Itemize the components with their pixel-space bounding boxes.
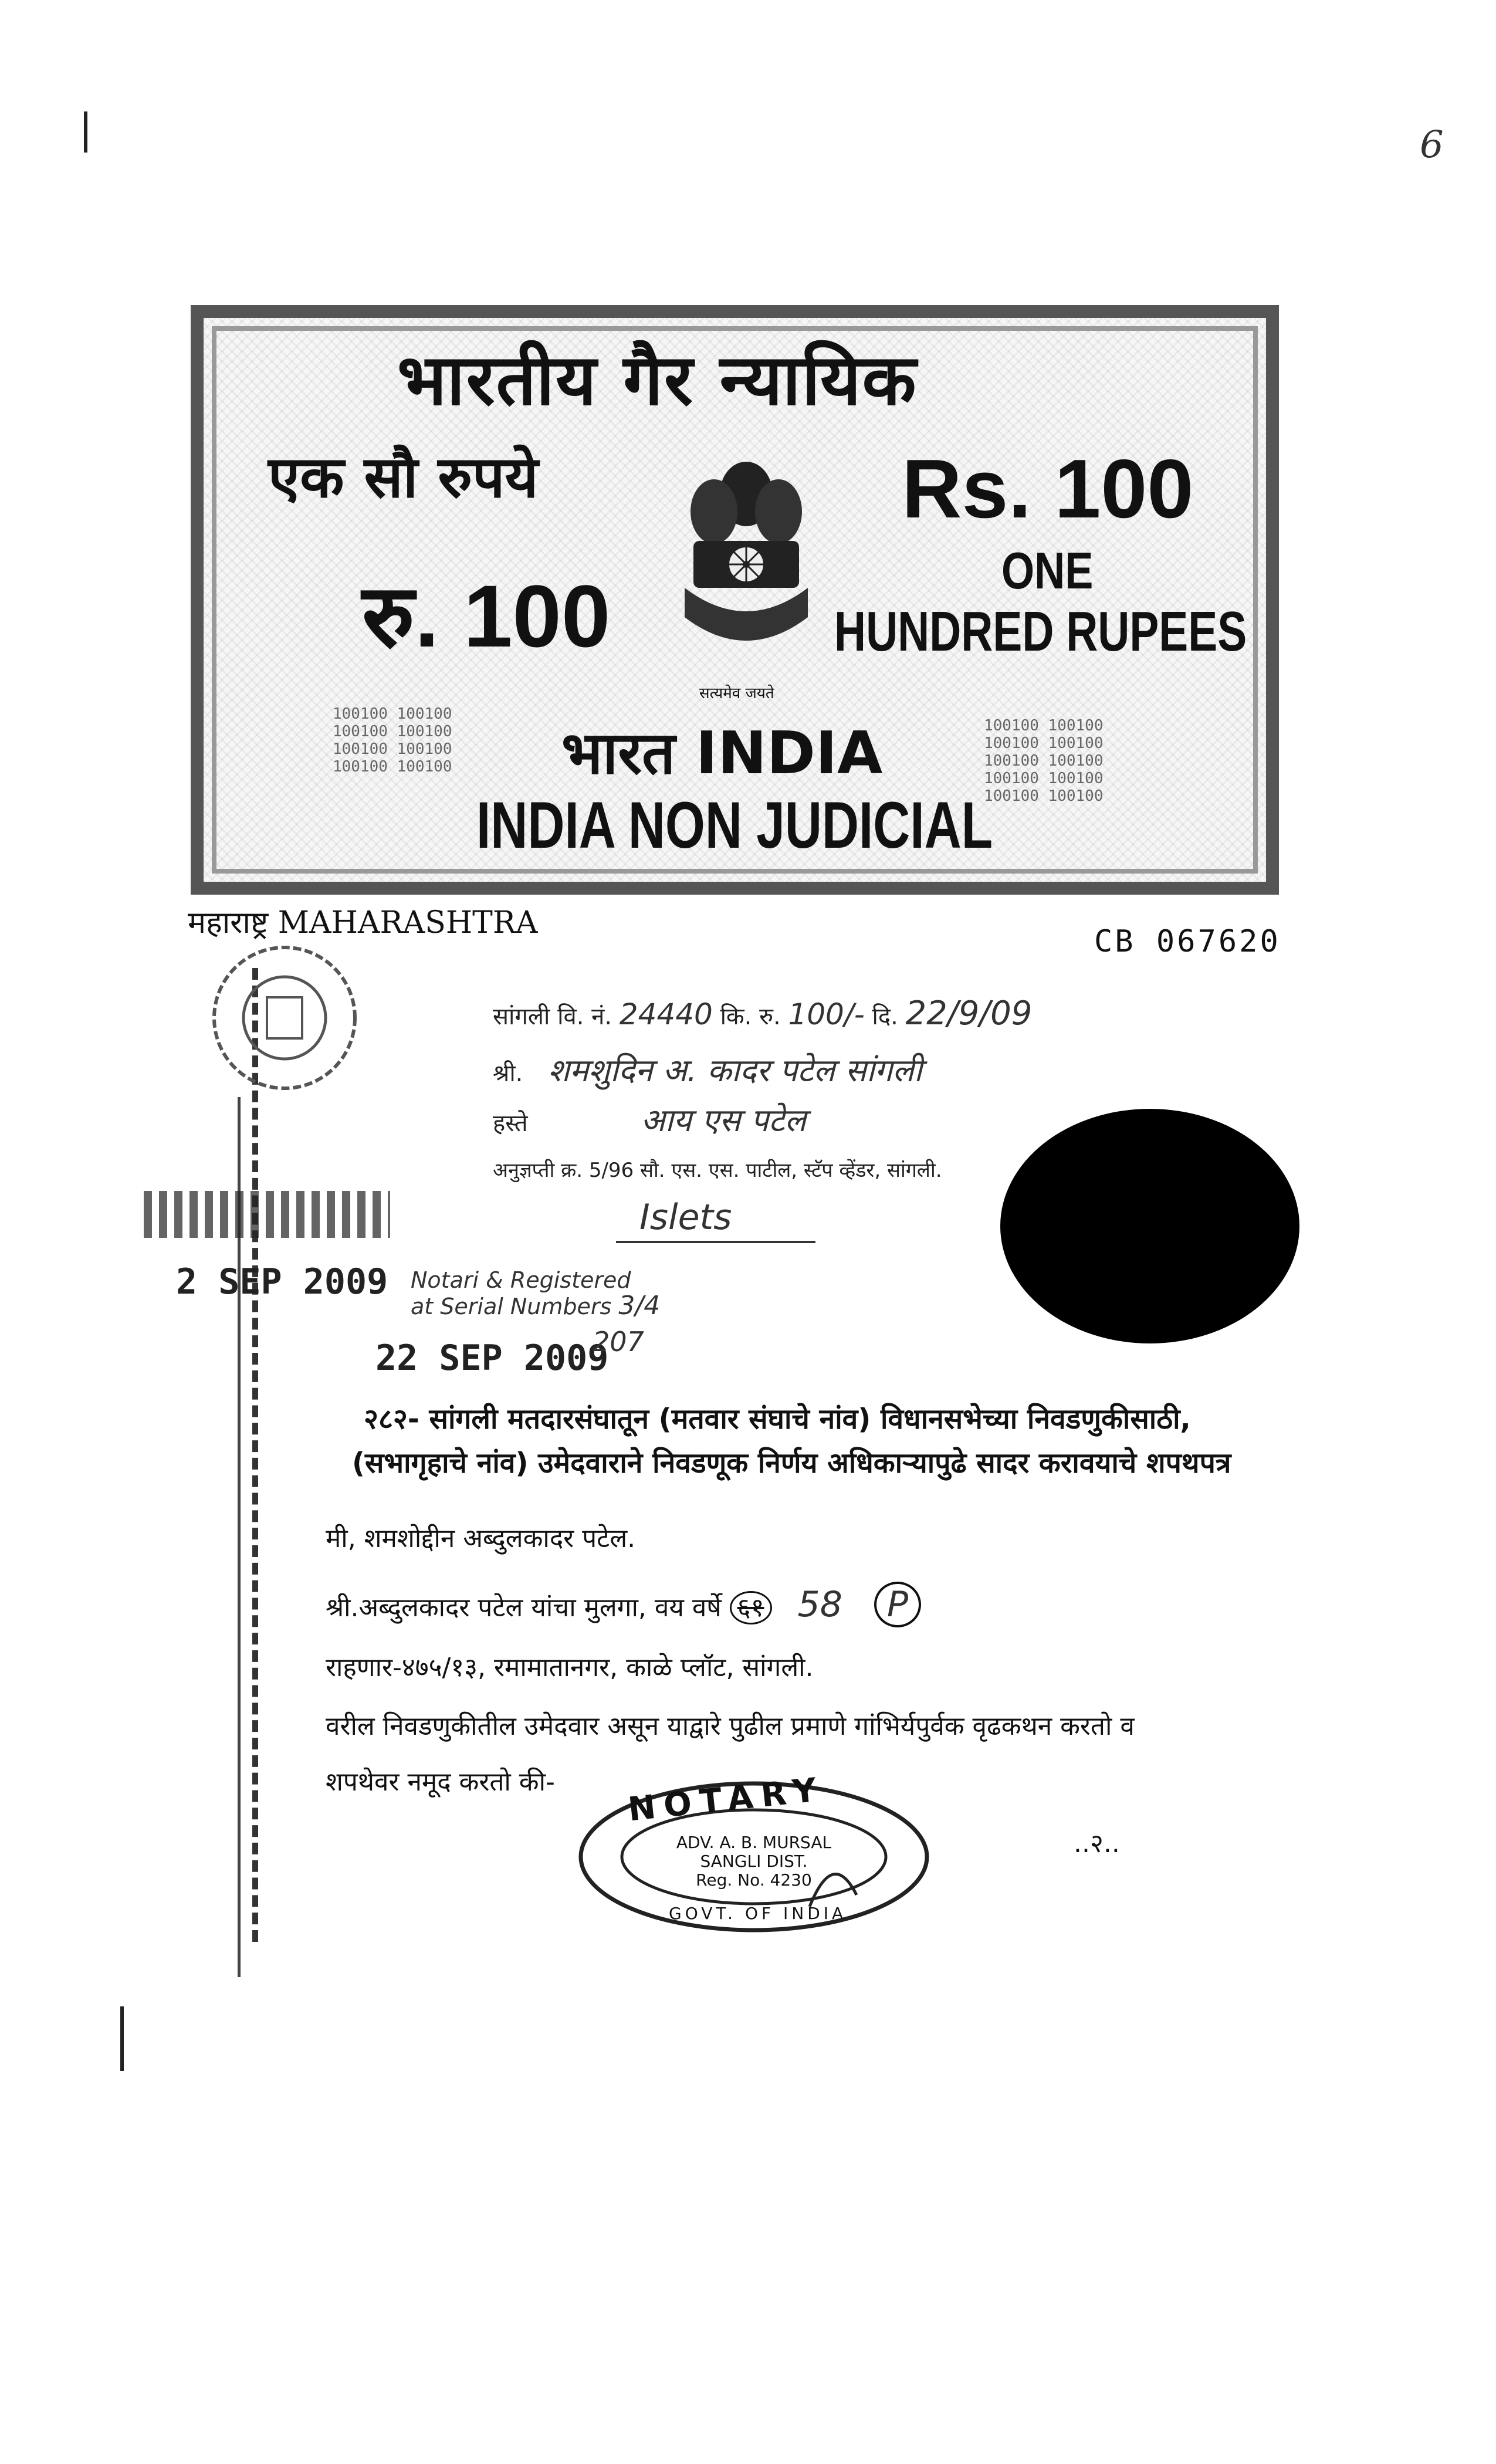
vendor-date-label: दि. <box>872 1003 898 1030</box>
vendor-purchaser-hand: शमशुदिन अ. कादर पटेल सांगली <box>548 1052 922 1089</box>
notarial-registration <box>411 1267 660 1319</box>
notarial-line-2 <box>411 1293 660 1319</box>
stamp-hindi-title: भारतीय गैर न्यायिक <box>397 340 918 421</box>
vendor-amount-label: कि. रु. <box>720 1003 781 1030</box>
age-initials: P <box>874 1582 921 1627</box>
deponent-name-line: मी, शमशोद्दीन अब्दुलकादर पटेल. <box>326 1524 636 1553</box>
notary-district: SANGLI DIST. <box>700 1852 808 1871</box>
vendor-shri-label: श्री. <box>493 1060 523 1087</box>
stamp-hundred-rupees: HUNDRED RUPEES <box>834 600 1247 663</box>
deponent-address-line: राहणार-४७५/१३, रमामातानगर, काळे प्लॉट, सांगली. <box>326 1653 814 1683</box>
smudged-stamp <box>144 1191 390 1238</box>
vendor-license: अनुज्ञप्ती क्र. 5/96 सौ. एस. एस. पाटील, स्टॅप व्हेंडर, सांगली. <box>493 1159 942 1182</box>
deponent-statement-line-2: शपथेवर नमूद करतो की- <box>326 1767 555 1797</box>
vendor-round-seal-icon <box>191 939 378 1097</box>
stamp-microprint: 100100 100100 100100 100100 100100 100100 100100 100100 <box>333 705 452 776</box>
edge-mark <box>84 111 87 153</box>
vendor-amount-hand: 100/- <box>788 997 865 1031</box>
vendor-label: सांगली वि. नं. <box>493 1003 612 1030</box>
page-number: 6 <box>1420 123 1444 167</box>
vendor-line-1 <box>493 994 1032 1033</box>
affidavit-heading-line-1: २८२- सांगली मतदारसंघातून (मतवार संघाचे नांव) विधानसभेच्या निवडणुकीसाठी, <box>364 1403 1191 1436</box>
vendor-haste-label: हस्ते <box>493 1110 528 1137</box>
vendor-through-hand: आय एस पटेल <box>641 1102 807 1139</box>
date-stamp-2: 22 SEP 2009 <box>375 1338 609 1379</box>
margin-dash-line <box>252 968 264 1942</box>
age-handwritten: 58 <box>797 1584 842 1625</box>
black-embossed-seal-icon <box>991 1103 1308 1349</box>
notary-reg-no: Reg. No. 4230 <box>696 1870 812 1890</box>
stamp-paper <box>191 305 1279 895</box>
stamp-serial-number: CB 067620 <box>1094 924 1281 959</box>
stamp-rs-amount: Rs. 100 <box>902 442 1194 536</box>
vendor-signature: Islets <box>639 1197 732 1238</box>
vendor-line-2 <box>493 1047 922 1091</box>
notarial-serial-hand: 3/4 <box>618 1291 661 1321</box>
stamp-ru-amount: रु. 100 <box>362 567 611 665</box>
deponent-parent-age-line <box>326 1584 921 1625</box>
signature-underline <box>616 1241 815 1243</box>
notary-seal-top-text: NOTARY <box>626 1770 827 1829</box>
notary-seal-bottom-text: GOVT. OF INDIA <box>669 1904 847 1923</box>
continued-page-marker: ..२.. <box>1074 1829 1120 1859</box>
stamp-bharat-india: भारत INDIA <box>561 719 883 787</box>
deponent-parent-text: श्री.अब्दुलकादर पटेल यांचा मुलगा, वय वर्षे <box>326 1593 722 1623</box>
stamp-hindi-amount: एक सौ रुपये <box>268 444 539 511</box>
edge-mark <box>120 2006 124 2071</box>
stamp-one: ONE <box>1001 541 1094 600</box>
stamp-microprint: 100100 100100 100100 100100 100100 100100 100100 100100 100100 100100 <box>984 717 1104 805</box>
notary-seal-details <box>660 1833 848 1890</box>
date-stamp-1: 2 SEP 2009 <box>176 1261 388 1302</box>
notarial-line-2-text: at Serial Numbers <box>411 1294 612 1319</box>
stamp-motto: सत्यमेव जयते <box>699 685 774 702</box>
deponent-statement-line-1: वरील निवडणुकीतील उमेदवार असून याद्वारे पुढील प्रमाणे गांभिर्यपुर्वक वृढकथन करतो व <box>326 1711 1135 1741</box>
state-name: महाराष्ट्र MAHARASHTRA <box>188 905 538 940</box>
national-emblem-icon <box>673 441 820 676</box>
vendor-date-hand: 22/9/09 <box>905 994 1033 1033</box>
affidavit-heading-line-2: (सभागृहाचे नांव) उमेदवाराने निवडणूक निर्णय अधिकाऱ्यापुढे सादर करावयाचे शपथपत्र <box>352 1447 1231 1480</box>
notary-name: ADV. A. B. MURSAL <box>676 1833 832 1852</box>
notarial-line-1: Notari & Registered <box>411 1267 631 1293</box>
stamp-non-judicial: INDIA NON JUDICIAL <box>476 788 993 862</box>
vendor-line-3 <box>493 1097 806 1140</box>
vendor-serial-hand: 24440 <box>619 997 713 1031</box>
notarial-hand-number: 207 <box>593 1326 644 1358</box>
age-struck: ६१ <box>730 1591 772 1624</box>
